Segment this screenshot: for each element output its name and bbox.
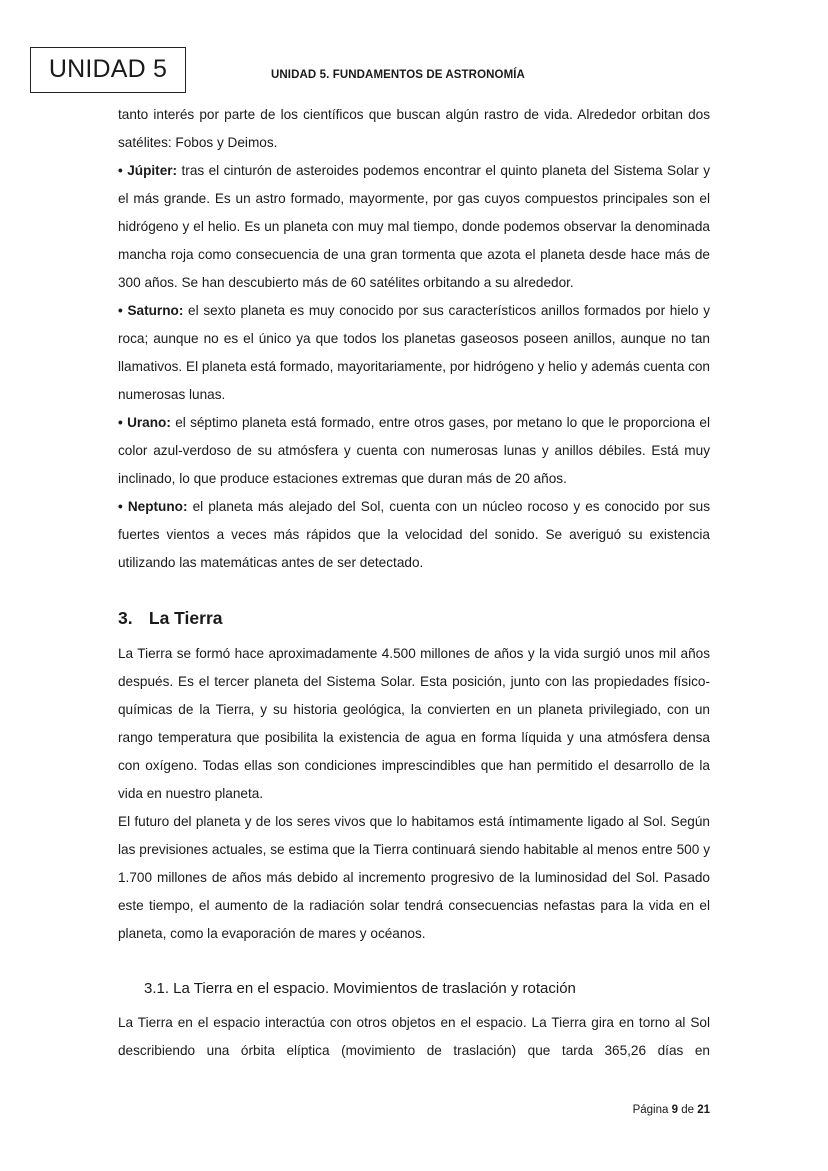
paragraph: La Tierra se formó hace aproximadamente 4.500 millones de años y la vida surgió unos mil años después. Es el tercer planeta del Sistema Solar. Esta posición, junto con las propiedades físico-químicas de la Tierra, y su historia geológica, la convierten en un planeta privilegiado, con un rango temperatura que posibilita la existencia de agua en forma líquida y una atmósfera densa con oxígeno. Todas ellas son condiciones imprescindibles que han permitido el desarrollo de la vida en nuestro planeta. [118, 646, 710, 801]
la-tierra-text-block [118, 640, 710, 948]
planet-description: tras el cinturón de asteroides podemos encontrar el quinto planeta del Sistema Solar y el más grande. Es un astro formado, mayormente, por gas cuyos compuestos principales son el hidrógeno y el helio. Es un planeta con muy mal tiempo, donde podemos observar la denominada mancha roja como consecuencia de una gran tormenta que azota el planeta desde hace más de 300 años. Se han descubierto más de 60 satélites orbitando a su alrededor. [118, 163, 710, 290]
unit-badge: UNIDAD 5 [30, 47, 186, 93]
paragraph: La Tierra en el espacio interactúa con otros objetos en el espacio. La Tierra gira en torno al Sol describiendo una órbita elíptica (movimiento de traslación) que tarda 365,26 días en [118, 1015, 710, 1058]
tierra-espacio-text-block [118, 1009, 710, 1065]
total-pages: 21 [697, 1104, 710, 1116]
planet-description: el sexto planeta es muy conocido por sus característicos anillos formados por hielo y roca; aunque no es el único ya que todos los planetas gaseosos poseen anillos, aunque no tan llamativos. El planeta está formado, mayoritariamente, por hidrógeno y helio y además cuenta con numerosas lunas. [118, 303, 711, 402]
planet-item-urano [118, 409, 710, 493]
planet-description: el planeta más alejado del Sol, cuenta con un núcleo rocoso y es conocido por sus fuertes vientos a veces más rápidos que la velocidad del sonido. Se averiguó su existencia utilizando las matemáticas antes de ser detectado. [118, 499, 710, 570]
planet-description: el séptimo planeta está formado, entre otros gases, por metano lo que le proporciona el color azul-verdoso de su atmósfera y cuenta con numerosas lunas y anillos débiles. Está muy inclinado, lo que produce estaciones extremas que duran más de 20 años. [118, 415, 710, 486]
bullet: • [118, 163, 123, 178]
bullet: • [118, 415, 123, 430]
section-heading-la-tierra [118, 608, 222, 629]
planets-text-block [118, 101, 710, 577]
planet-name: Urano: [127, 415, 171, 430]
page-number [620, 1104, 710, 1116]
bullet: • [118, 499, 123, 514]
paragraph: El futuro del planeta y de los seres vivos que lo habitamos está íntimamente ligado al Sol. Según las previsiones actuales, se estima que la Tierra continuará siendo habitable al menos entre 500 y 1.700 millones de años más debido al incremento progresivo de la luminosidad del Sol. Pasado este tiempo, el aumento de la radiación solar tendrá consecuencias nefastas para la vida en el planeta, como la evaporación de mares y océanos. [118, 814, 710, 941]
intro-paragraph: tanto interés por parte de los científicos que buscan algún rastro de vida. Alrededor orbitan dos satélites: Fobos y Deimos. [118, 107, 710, 150]
planet-name: Saturno: [127, 303, 184, 318]
subsection-heading-tierra-espacio: 3.1. La Tierra en el espacio. Movimientos de traslación y rotación [144, 980, 576, 997]
planet-item-jupiter [118, 157, 710, 297]
section-title: La Tierra [148, 608, 223, 628]
planet-name: Neptuno: [127, 499, 188, 514]
page-separator: de [681, 1104, 694, 1116]
page-label: Página [632, 1104, 669, 1116]
planet-item-saturno [118, 297, 710, 409]
page-header-title: UNIDAD 5. FUNDAMENTOS DE ASTRONOMÍA [271, 69, 525, 81]
bullet: • [118, 303, 123, 318]
planet-name: Júpiter: [127, 163, 178, 178]
planet-item-neptuno [118, 493, 710, 577]
section-number: 3. [118, 608, 133, 628]
current-page: 9 [671, 1104, 678, 1116]
